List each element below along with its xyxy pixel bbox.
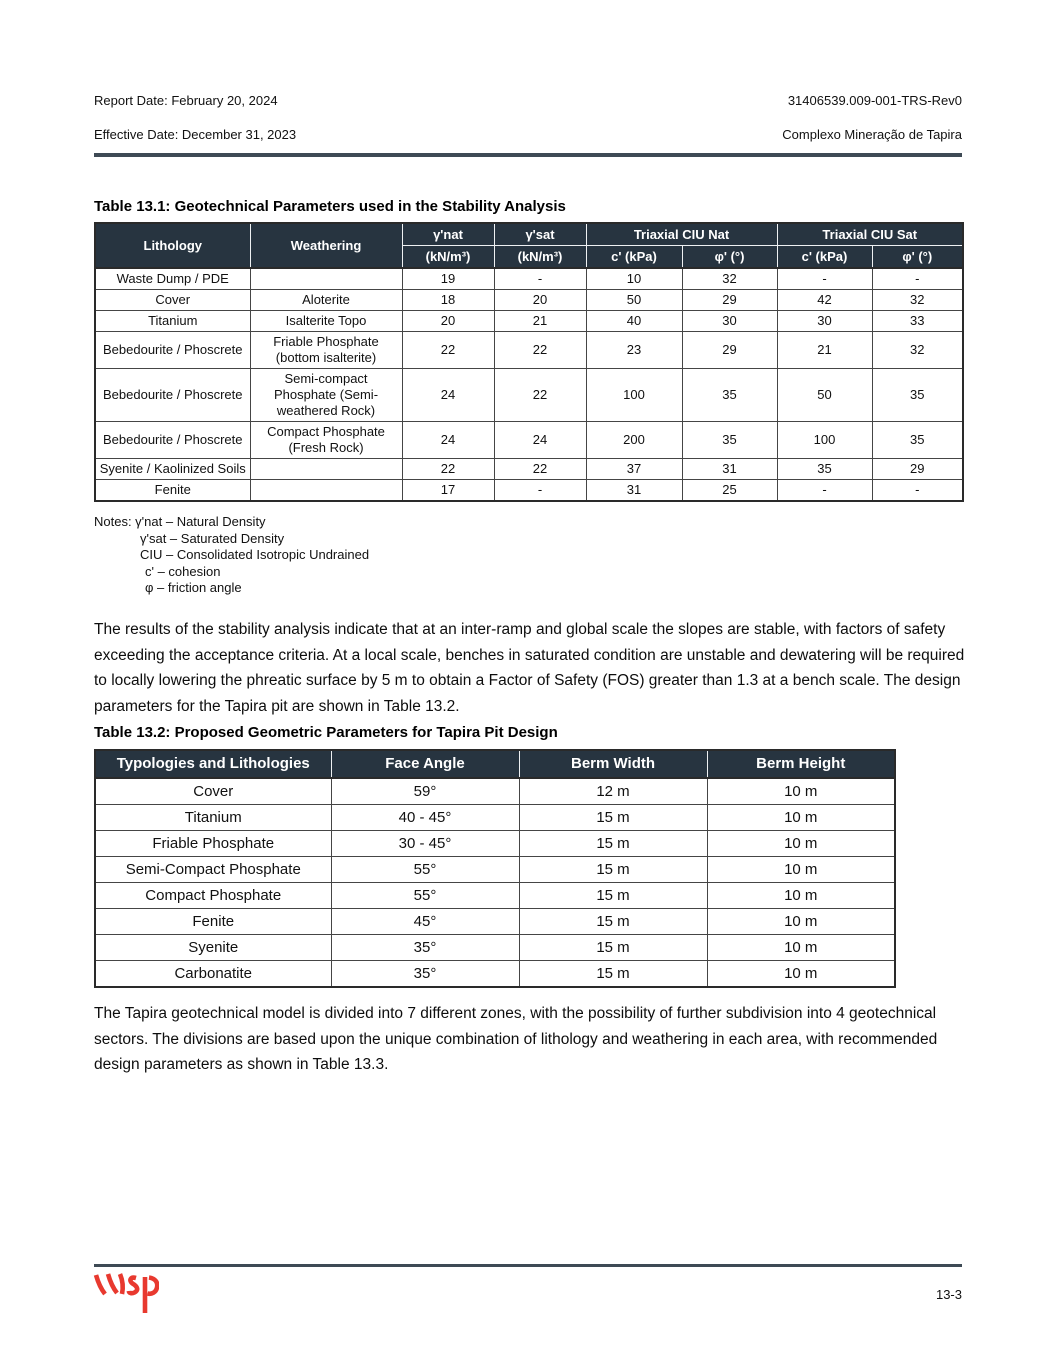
table-cell: 10 m [707, 857, 895, 883]
table-cell: 40 [586, 311, 682, 332]
table-cell: 15 m [519, 935, 707, 961]
table-cell: 33 [872, 311, 963, 332]
table-row [95, 805, 895, 831]
table-cell: 31 [682, 459, 777, 480]
table-cell: Cover [95, 778, 331, 805]
table1-title: Table 13.1: Geotechnical Parameters used in the Stability Analysis [94, 198, 566, 215]
report-date: Report Date: February 20, 2024 [94, 93, 278, 108]
table-row [95, 369, 963, 422]
table-row [95, 480, 963, 502]
table-cell: Waste Dump / PDE [95, 268, 250, 290]
table-row [95, 311, 963, 332]
table-cell: 22 [402, 332, 494, 369]
column-header-berm-height: Berm Height [707, 750, 895, 778]
table-cell: 100 [777, 422, 872, 459]
table-cell: 50 [777, 369, 872, 422]
table-cell: 20 [494, 290, 586, 311]
table-cell: 35 [682, 369, 777, 422]
table-row [95, 290, 963, 311]
table-cell [250, 480, 402, 502]
column-header-lithology: Lithology [95, 223, 250, 268]
column-header-unit-kn-m3: (kN/m³) [402, 246, 494, 269]
table-cell: 32 [872, 332, 963, 369]
page-number: 13-3 [935, 1287, 962, 1302]
table-row [95, 831, 895, 857]
table-cell: Semi-compact Phosphate (Semi-weathered Rock) [250, 369, 402, 422]
column-header-gamma-sat: γ'sat [494, 223, 586, 246]
table-cell: Fenite [95, 480, 250, 502]
table-row [95, 332, 963, 369]
note-line: CIU – Consolidated Isotropic Undrained [140, 547, 370, 562]
project-name: Complexo Mineração de Tapira [782, 127, 962, 142]
table-cell: 55° [331, 857, 519, 883]
table-row [95, 909, 895, 935]
table-row [95, 935, 895, 961]
geotechnical-parameters-table [94, 222, 964, 502]
table-cell: 22 [494, 332, 586, 369]
table-cell: 15 m [519, 857, 707, 883]
pit-design-parameters-table [94, 749, 896, 988]
table-cell: 35 [777, 459, 872, 480]
table-row [95, 883, 895, 909]
table1-notes [94, 514, 369, 597]
note-line: Notes: γ'nat – Natural Density [94, 514, 266, 529]
header-rule [94, 153, 962, 157]
table-cell: 10 m [707, 778, 895, 805]
table-cell: Aloterite [250, 290, 402, 311]
table2-header-row [95, 750, 895, 778]
table-cell: 10 m [707, 831, 895, 857]
table-cell: 55° [331, 883, 519, 909]
table-cell: - [872, 480, 963, 502]
column-header-triaxial-ciu-sat: Triaxial CIU Sat [777, 223, 963, 246]
table-cell: 10 m [707, 935, 895, 961]
table-cell: 18 [402, 290, 494, 311]
table-cell: 15 m [519, 909, 707, 935]
table-cell: 35 [682, 422, 777, 459]
column-header-c-kpa: c' (kPa) [586, 246, 682, 269]
table-cell: 30 - 45° [331, 831, 519, 857]
table-cell: 32 [872, 290, 963, 311]
table-cell: 50 [586, 290, 682, 311]
note-line: c' – cohesion [145, 563, 221, 579]
table-cell: 24 [402, 422, 494, 459]
column-header-weathering: Weathering [250, 223, 402, 268]
table-cell: Cover [95, 290, 250, 311]
table-cell: Bebedourite / Phoscrete [95, 422, 250, 459]
table-cell: - [494, 480, 586, 502]
column-header-c-kpa: c' (kPa) [777, 246, 872, 269]
table-cell: - [494, 268, 586, 290]
table-cell: - [872, 268, 963, 290]
column-header-gamma-nat: γ'nat [402, 223, 494, 246]
note-line: γ'sat – Saturated Density [140, 530, 285, 546]
table-cell: Syenite [95, 935, 331, 961]
table-cell [250, 459, 402, 480]
table-cell: 30 [777, 311, 872, 332]
table-cell: 30 [682, 311, 777, 332]
column-header-phi-deg: φ' (°) [872, 246, 963, 269]
table-cell: Bebedourite / Phoscrete [95, 369, 250, 422]
table-cell: 200 [586, 422, 682, 459]
table-cell: Carbonatite [95, 961, 331, 988]
table-cell: 15 m [519, 831, 707, 857]
table-cell [250, 268, 402, 290]
table2-title: Table 13.2: Proposed Geometric Parameters for Tapira Pit Design [94, 724, 558, 741]
table-row [95, 268, 963, 290]
table-row [95, 961, 895, 988]
table-cell: 10 m [707, 883, 895, 909]
table-cell: 12 m [519, 778, 707, 805]
table-row [95, 422, 963, 459]
table-cell: 23 [586, 332, 682, 369]
table-cell: 29 [872, 459, 963, 480]
table-cell: 59° [331, 778, 519, 805]
table-cell: Bebedourite / Phoscrete [95, 332, 250, 369]
table-cell: 15 m [519, 961, 707, 988]
table-cell: 21 [777, 332, 872, 369]
column-header-phi-deg: φ' (°) [682, 246, 777, 269]
wsp-logo-icon [91, 1271, 159, 1315]
table-cell: 29 [682, 332, 777, 369]
document-number: 31406539.009-001-TRS-Rev0 [787, 93, 962, 108]
table-cell: - [777, 268, 872, 290]
table-cell: 100 [586, 369, 682, 422]
table-cell: - [777, 480, 872, 502]
table-cell: 35 [872, 422, 963, 459]
column-header-triaxial-ciu-nat: Triaxial CIU Nat [586, 223, 777, 246]
table-cell: 21 [494, 311, 586, 332]
table-cell: 15 m [519, 883, 707, 909]
table-cell: 32 [682, 268, 777, 290]
table-cell: Friable Phosphate (bottom isalterite) [250, 332, 402, 369]
effective-date: Effective Date: December 31, 2023 [94, 127, 297, 142]
table-cell: Syenite / Kaolinized Soils [95, 459, 250, 480]
table-cell: 24 [402, 369, 494, 422]
table-cell: Titanium [95, 805, 331, 831]
table-cell: 31 [586, 480, 682, 502]
table-cell: 17 [402, 480, 494, 502]
body-paragraph-1: The results of the stability analysis indicate that at an inter-ramp and global scale the slopes are stable, with factors of safety exceeding the acceptance criteria. At a local scale, benches in saturated condition are unstable and dewatering will be required to locally lowering the phreatic surface by 5 m to obtain a Factor of Safety (FOS) greater than 1.3 at a bench scale. The design parameters for the Tapira pit are shown in Table 13.2. [94, 621, 965, 715]
table-cell: Friable Phosphate [95, 831, 331, 857]
table-cell: Isalterite Topo [250, 311, 402, 332]
table-cell: 37 [586, 459, 682, 480]
column-header-berm-width: Berm Width [519, 750, 707, 778]
footer-rule [94, 1264, 962, 1267]
table-cell: 15 m [519, 805, 707, 831]
table-cell: Fenite [95, 909, 331, 935]
table-cell: 10 m [707, 961, 895, 988]
table-cell: Semi-Compact Phosphate [95, 857, 331, 883]
table-cell: 45° [331, 909, 519, 935]
table-cell: Compact Phosphate (Fresh Rock) [250, 422, 402, 459]
table-cell: 25 [682, 480, 777, 502]
column-header-unit-kn-m3: (kN/m³) [494, 246, 586, 269]
column-header-face-angle: Face Angle [331, 750, 519, 778]
table-cell: Titanium [95, 311, 250, 332]
column-header-typologies: Typologies and Lithologies [95, 750, 331, 778]
table-cell: 10 m [707, 805, 895, 831]
table-row [95, 857, 895, 883]
table-cell: 22 [494, 369, 586, 422]
table1-header-row-1 [95, 223, 963, 246]
table-cell: 10 [586, 268, 682, 290]
table-cell: 10 m [707, 909, 895, 935]
table-row [95, 459, 963, 480]
table-cell: 35° [331, 935, 519, 961]
table-cell: 40 - 45° [331, 805, 519, 831]
note-line: φ – friction angle [145, 580, 242, 595]
table-cell: 35 [872, 369, 963, 422]
table-cell: 20 [402, 311, 494, 332]
wsp-logo [91, 1271, 159, 1315]
table-cell: 42 [777, 290, 872, 311]
table-cell: 19 [402, 268, 494, 290]
table-cell: Compact Phosphate [95, 883, 331, 909]
table-cell: 24 [494, 422, 586, 459]
body-paragraph-2: The Tapira geotechnical model is divided into 7 different zones, with the possibility of further subdivision into 4 geotechnical sectors. The divisions are based upon the unique combination of lithology and weathering in each area, with recommended design parameters as shown in Table 13.3. [94, 1005, 938, 1073]
table-cell: 22 [494, 459, 586, 480]
table-cell: 35° [331, 961, 519, 988]
table-row [95, 778, 895, 805]
table-cell: 29 [682, 290, 777, 311]
table-cell: 22 [402, 459, 494, 480]
